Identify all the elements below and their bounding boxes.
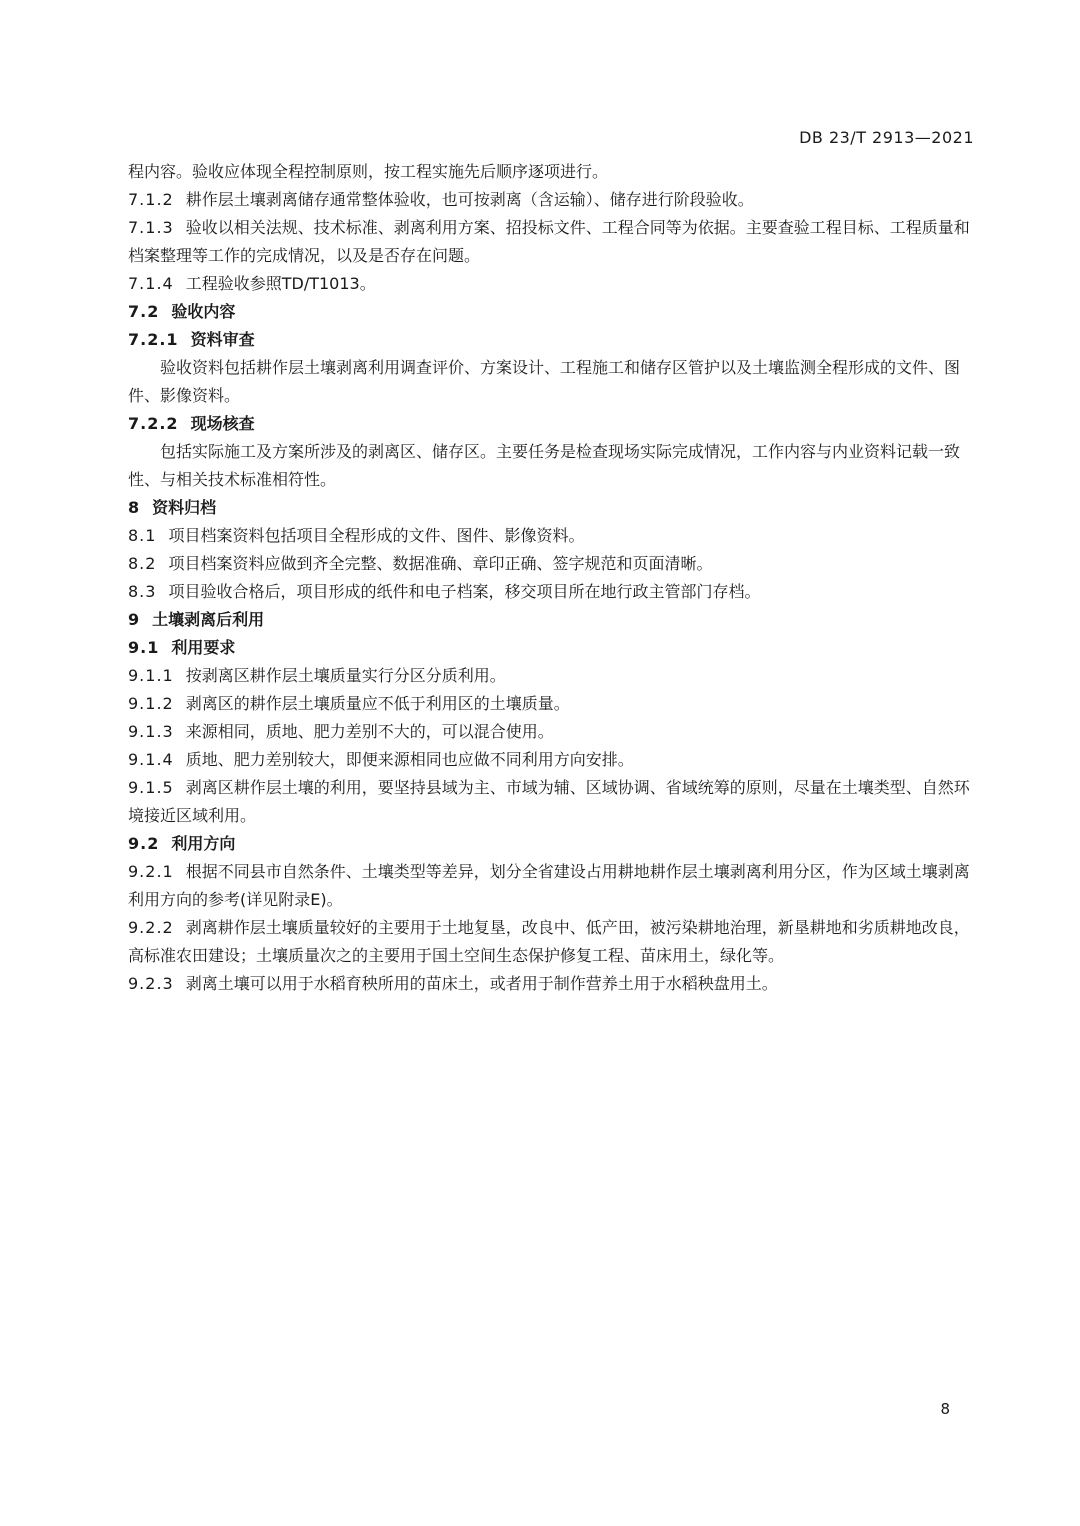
clause-number: 8.2 [128, 554, 157, 573]
clause-text: 剥离区的耕作层土壤质量应不低于利用区的土壤质量。 [185, 694, 570, 713]
section-title: 验收内容 [171, 302, 236, 321]
clause-number: 7.1.4 [128, 274, 174, 293]
clause-7-1-2 [128, 186, 976, 214]
clause-text: 根据不同县市自然条件、土壤类型等差异，划分全省建设占用耕地耕作层土壤剥离利用分区，作为区域土壤剥离利用方向的参考(详见附录E)。 [128, 862, 970, 909]
clause-number: 9.2.3 [128, 974, 174, 993]
chapter-number: 9 [128, 610, 141, 629]
clause-text: 工程验收参照TD/T1013。 [185, 274, 376, 293]
clause-text: 剥离区耕作层土壤的利用，要坚持县域为主、市域为辅、区域协调、省域统筹的原则，尽量在土壤类型、自然环境接近区域利用。 [128, 778, 970, 825]
clause-number: 9.1.5 [128, 778, 174, 797]
clause-text: 耕作层土壤剥离储存通常整体验收，也可按剥离（含运输）、储存进行阶段验收。 [185, 190, 754, 209]
page-number: 8 [940, 1400, 950, 1418]
clause-9-2-2 [128, 914, 976, 970]
clause-text: 验收以相关法规、技术标准、剥离利用方案、招投标文件、工程合同等为依据。主要查验工程目标、工程质量和档案整理等工作的完成情况，以及是否存在问题。 [128, 218, 970, 265]
clause-9-1-4 [128, 746, 976, 774]
section-heading-7-2-1 [128, 326, 976, 354]
section-number: 7.2.1 [128, 330, 179, 349]
chapter-number: 8 [128, 498, 141, 517]
clause-text: 来源相同，质地、肥力差别不大的，可以混合使用。 [185, 722, 554, 741]
section-title: 现场核查 [190, 414, 255, 433]
section-number: 9.2 [128, 834, 160, 853]
clause-number: 9.1.4 [128, 750, 174, 769]
clause-7-1-4 [128, 270, 976, 298]
clause-number: 9.1.2 [128, 694, 174, 713]
clause-text: 项目验收合格后，项目形成的纸件和电子档案，移交项目所在地行政主管部门存档。 [168, 582, 761, 601]
clause-text: 项目档案资料包括项目全程形成的文件、图件、影像资料。 [168, 526, 585, 545]
chapter-title: 土壤剥离后利用 [152, 610, 265, 629]
chapter-heading-9 [128, 606, 976, 634]
clause-number: 9.2.2 [128, 918, 174, 937]
clause-9-1-3 [128, 718, 976, 746]
section-heading-9-1 [128, 634, 976, 662]
section-heading-7-2 [128, 298, 976, 326]
clause-9-2-1 [128, 858, 976, 914]
clause-9-2-3 [128, 970, 976, 998]
clause-number: 8.3 [128, 582, 157, 601]
section-heading-7-2-2 [128, 410, 976, 438]
clause-9-1-1 [128, 662, 976, 690]
clause-9-1-5 [128, 774, 976, 830]
section-number: 7.2.2 [128, 414, 179, 433]
paragraph-7-2-2: 包括实际施工及方案所涉及的剥离区、储存区。主要任务是检查现场实际完成情况，工作内容与内业资料记载一致性、与相关技术标准相符性。 [128, 442, 961, 489]
paragraph-7-2-1: 验收资料包括耕作层土壤剥离利用调查评价、方案设计、工程施工和储存区管护以及土壤监测全程形成的文件、图件、影像资料。 [128, 358, 961, 405]
clause-text: 按剥离区耕作层土壤质量实行分区分质利用。 [185, 666, 506, 685]
paragraph-continuation: 程内容。验收应体现全程控制原则，按工程实施先后顺序逐项进行。 [128, 162, 609, 181]
chapter-title: 资料归档 [152, 498, 217, 517]
section-title: 资料审查 [190, 330, 255, 349]
clause-text: 剥离耕作层土壤质量较好的主要用于土地复垦，改良中、低产田，被污染耕地治理，新垦耕地和劣质耕地改良，高标准农田建设；土壤质量次之的主要用于国土空间生态保护修复工程、苗床用土，绿化等。 [128, 918, 970, 965]
clause-number: 9.1.1 [128, 666, 174, 685]
clause-number: 7.1.3 [128, 218, 174, 237]
section-title: 利用要求 [171, 638, 236, 657]
clause-text: 质地、肥力差别较大，即便来源相同也应做不同利用方向安排。 [185, 750, 634, 769]
page-content [128, 158, 976, 998]
clause-number: 8.1 [128, 526, 157, 545]
section-heading-9-2 [128, 830, 976, 858]
chapter-heading-8 [128, 494, 976, 522]
clause-9-1-2 [128, 690, 976, 718]
clause-text: 剥离土壤可以用于水稻育秧所用的苗床土，或者用于制作营养土用于水稻秧盘用土。 [185, 974, 778, 993]
clause-8-2 [128, 550, 976, 578]
clause-7-1-3 [128, 214, 976, 270]
clause-8-3 [128, 578, 976, 606]
section-title: 利用方向 [171, 834, 236, 853]
clause-number: 9.2.1 [128, 862, 174, 881]
clause-number: 9.1.3 [128, 722, 174, 741]
clause-8-1 [128, 522, 976, 550]
section-number: 9.1 [128, 638, 160, 657]
clause-text: 项目档案资料应做到齐全完整、数据准确、章印正确、签字规范和页面清晰。 [168, 554, 713, 573]
clause-number: 7.1.2 [128, 190, 174, 209]
document-code: DB 23/T 2913—2021 [799, 128, 974, 147]
section-number: 7.2 [128, 302, 160, 321]
